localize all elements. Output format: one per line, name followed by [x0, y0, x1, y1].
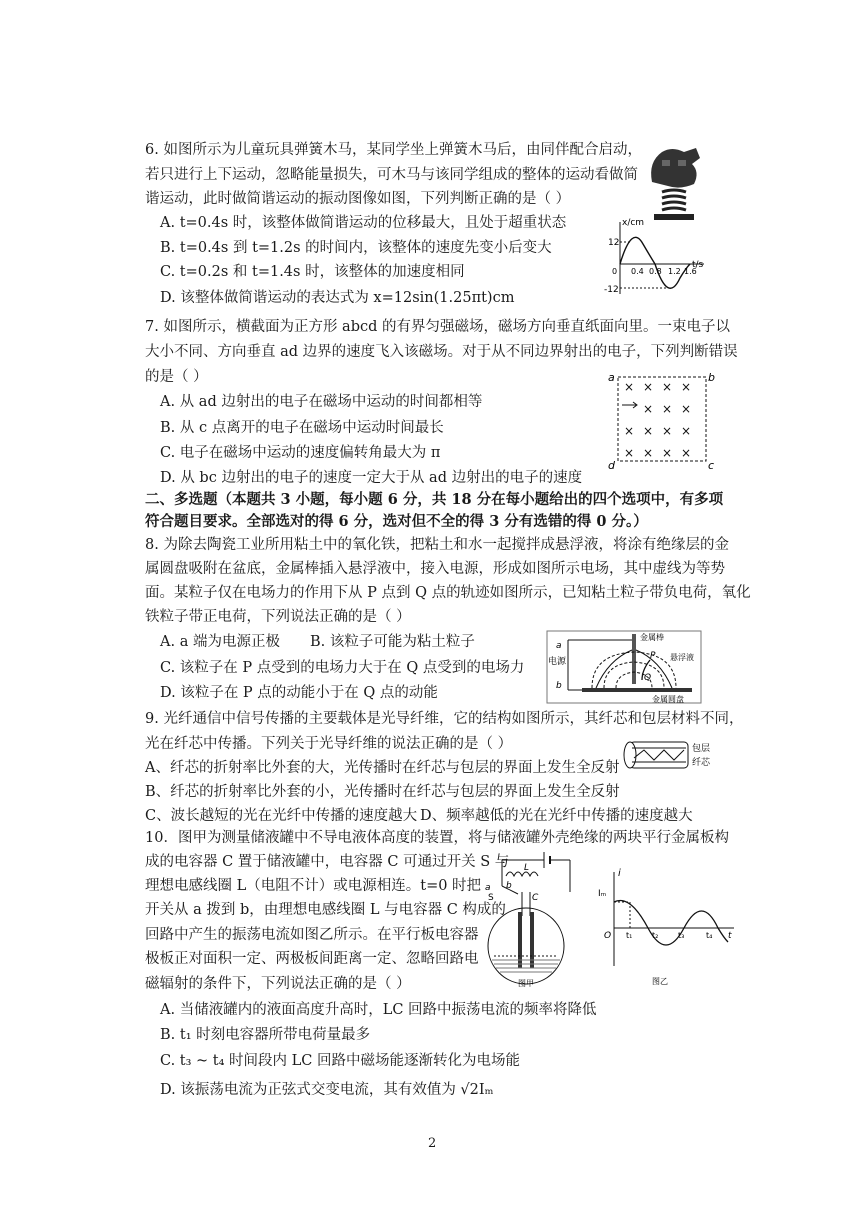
q8-stem-line-3: 面。某粒子仅在电场力的作用下从 P 点到 Q 点的轨迹如图所示，已知粘土粒子带负电荷，氧化	[145, 585, 751, 601]
q8-label-q: Q	[644, 673, 652, 683]
svg-text:×: ×	[624, 446, 635, 460]
q9-option-c: C、波长越短的光在光纤中传播的速度越大	[145, 808, 418, 824]
svg-text:×: ×	[662, 380, 673, 394]
q7-corner-b: b	[708, 371, 715, 384]
q6-graph-xlabel: t/s	[692, 260, 704, 270]
svg-text:×: ×	[681, 402, 692, 416]
svg-text:×: ×	[643, 424, 654, 438]
q6-option-b: B. t=0.4s 到 t=1.2s 的时间内，该整体的速度先变小后变大	[160, 240, 552, 256]
q10-yi-t2: t₂	[652, 931, 659, 940]
svg-text:×: ×	[643, 446, 654, 460]
q8-option-d: D. 该粒子在 P 点的动能小于在 Q 点的动能	[160, 685, 438, 701]
q9-label-cladding: 包层	[692, 744, 711, 754]
q9-option-b: B、纤芯的折射率比外套的小，光传播时在纤芯与包层的界面上发生全反射	[145, 784, 620, 800]
q10-stem-line-2: 成的电容器 C 置于储液罐中，电容器 C 可通过开关 S 与	[145, 854, 510, 870]
q6-tick-x-0: 0	[612, 267, 618, 276]
svg-text:×: ×	[662, 424, 673, 438]
q6-option-c: C. t=0.2s 和 t=1.4s 时，该整体的加速度相同	[160, 264, 465, 280]
q10-jia-label-s: S	[488, 893, 494, 903]
q10-option-c: C. t₃ ~ t₄ 时间段内 LC 回路中磁场能逐渐转化为电场能	[160, 1053, 520, 1069]
q6-stem-line-2: 若只进行上下运动，忽略能量损失，可木马与该同学组成的整体的运动看做简	[145, 167, 638, 183]
q10-option-b: B. t₁ 时刻电容器所带电荷量最多	[160, 1027, 371, 1043]
q8-label-a: a	[556, 641, 562, 651]
q8-label-disk: 金属圆盘	[652, 695, 684, 704]
q10-yi-t: t	[728, 931, 732, 941]
svg-text:×: ×	[624, 380, 635, 394]
q10-option-a: A. 当储液罐内的液面高度升高时，LC 回路中振荡电流的频率将降低	[160, 1002, 597, 1018]
q9-stem-line-1: 9. 光纤通信中信号传播的主要载体是光导纤维，它的结构如图所示，其纤芯和包层材料不同，	[145, 711, 744, 727]
q9-label-core: 纤芯	[692, 758, 711, 768]
q8-electric-field-figure	[546, 630, 702, 704]
q6-option-a: A. t=0.4s 时，该整体做简谐运动的位移最大，且处于超重状态	[160, 215, 567, 231]
q6-option-d: D. 该整体做简谐运动的表达式为 x=12sin(1.25πt)cm	[160, 290, 515, 306]
q9-optical-fiber-figure	[618, 736, 714, 776]
q6-stem-line-3: 谐运动，此时做简谐运动的振动图像如图，下列判断正确的是（ ）	[145, 191, 571, 207]
q8-stem-line-2: 属圆盘吸附在盆底，金属棒插入悬浮液中，接入电源，形成如图所示电场，其中虚线为等势	[145, 561, 725, 577]
q10-jia-caption: 图甲	[518, 979, 534, 988]
q6-stem-line-1: 6. 如图所示为儿童玩具弹簧木马，某同学坐上弹簧木马后，由同伴配合启动，	[145, 142, 642, 158]
rocking-horse-figure	[640, 142, 710, 222]
q7-stem-line-1: 7. 如图所示，横截面为正方形 abcd 的有界匀强磁场，磁场方向垂直纸面向里。一束电子以	[145, 319, 730, 335]
q10-yi-origin: O	[604, 931, 612, 941]
q8-label-b: b	[556, 681, 562, 691]
q7-option-a: A. 从 ad 边射出的电子在磁场中运动的时间都相等	[160, 394, 483, 410]
q10-stem-line-6: 极板正对面积一定、两极板间距离一定、忽略回路电	[145, 951, 479, 967]
q6-vibration-graph	[600, 216, 710, 298]
q7-option-c: C. 电子在磁场中运动的速度偏转角最大为 π	[160, 445, 441, 461]
q10-stem-line-4: 开关从 a 拨到 b，由理想电感线圈 L 与电容器 C 构成的	[145, 902, 506, 918]
q10-figure-yi	[596, 866, 738, 988]
svg-text:×: ×	[681, 380, 692, 394]
q10-yi-t1: t₁	[626, 931, 633, 940]
q10-yi-caption: 图乙	[652, 977, 668, 986]
q8-option-b: B. 该粒子可能为粘土粒子	[310, 634, 475, 650]
q7-corner-d: d	[608, 459, 615, 471]
q8-label-liquid: 悬浮液	[670, 653, 694, 662]
q7-magnetic-field-figure	[604, 367, 716, 471]
svg-text:×: ×	[681, 446, 692, 460]
q10-yi-t4: t₄	[706, 931, 713, 940]
q10-jia-label-b: b	[506, 881, 512, 891]
q10-stem-line-1: 10．图甲为测量储液罐中不导电液体高度的装置，将与储液罐外壳绝缘的两块平行金属板构	[145, 830, 729, 846]
q7-corner-c: c	[708, 459, 715, 471]
q10-jia-label-a: a	[485, 883, 491, 893]
svg-text:×: ×	[624, 424, 635, 438]
q10-stem-line-7: 磁辐射的条件下，下列说法正确的是（ ）	[145, 976, 411, 992]
svg-text:×: ×	[662, 446, 673, 460]
q6-tick-y-12: 12	[608, 238, 620, 248]
q10-option-d: D. 该振荡电流为正弦式交变电流，其有效值为 √2Iₘ	[160, 1082, 494, 1098]
q6-tick-x-0.4: 0.4	[631, 267, 644, 276]
svg-text:×: ×	[643, 402, 654, 416]
q7-stem-line-3: 的是（ ）	[145, 369, 208, 385]
q10-stem-line-5: 回路中产生的振荡电流如图乙所示。在平行板电容器	[145, 927, 479, 943]
q8-stem-line-1: 8. 为除去陶瓷工业所用粘土中的氧化铁，把粘土和水一起搅拌成悬浮液，将涂有绝缘层的金	[145, 537, 729, 553]
section-2-heading-line-1: 二、多选题（本题共 3 小题，每小题 6 分，共 18 分在每小题给出的四个选项中，有多项	[145, 491, 724, 508]
q7-option-b: B. 从 c 点离开的电子在磁场中运动时间最长	[160, 420, 444, 436]
q6-tick-x-0.8: 0.8	[649, 267, 662, 276]
q6-tick-x-1.6: 1.6	[684, 267, 697, 276]
q8-option-c: C. 该粒子在 P 点受到的电场力大于在 Q 点受到的电场力	[160, 660, 525, 676]
q10-jia-label-l: L	[524, 863, 530, 873]
q6-graph-ylabel: x/cm	[622, 218, 645, 228]
q8-option-a: A. a 端为电源正极	[160, 634, 280, 650]
q8-label-rod: 金属棒	[640, 633, 664, 642]
q6-tick-y-neg12: -12	[604, 285, 619, 295]
q7-option-d: D. 从 bc 边射出的电子的速度一定大于从 ad 边射出的电子的速度	[160, 470, 583, 486]
q8-label-p: P	[650, 651, 656, 661]
q10-yi-im: Iₘ	[598, 889, 607, 899]
section-2-heading-line-2: 符合题目要求。全部选对的得 6 分，选对但不全的得 3 分有选错的得 0 分。）	[145, 513, 648, 530]
q9-option-d: D、频率越低的光在光纤中传播的速度越大	[420, 808, 693, 824]
q6-tick-x-1.2: 1.2	[668, 267, 681, 276]
q10-stem-line-3: 理想电感线圈 L（电阻不计）或电源相连。t=0 时把	[145, 878, 482, 894]
page-number: 2	[428, 1136, 437, 1151]
q9-option-a: A、纤芯的折射率比外套的大，光传播时在纤芯与包层的界面上发生全反射	[145, 760, 620, 776]
svg-text:×: ×	[662, 402, 673, 416]
svg-text:×: ×	[681, 424, 692, 438]
svg-text:×: ×	[643, 380, 654, 394]
q10-yi-ylabel: i	[618, 868, 621, 879]
q9-stem-line-2: 光在纤芯中传播。下列关于光导纤维的说法正确的是（ ）	[145, 736, 513, 752]
q7-corner-a: a	[608, 371, 615, 384]
q10-jia-label-c: C	[532, 893, 539, 903]
q7-stem-line-2: 大小不同、方向垂直 ad 边界的速度飞入该磁场。对于从不同边界射出的电子，下列判断错误	[145, 344, 738, 360]
q10-yi-t3: t₃	[678, 931, 685, 940]
q10-figure-jia	[482, 846, 590, 988]
q8-label-source: 电源	[548, 657, 567, 667]
q8-stem-line-4: 铁粒子带正电荷，下列说法正确的是（ ）	[145, 609, 411, 625]
